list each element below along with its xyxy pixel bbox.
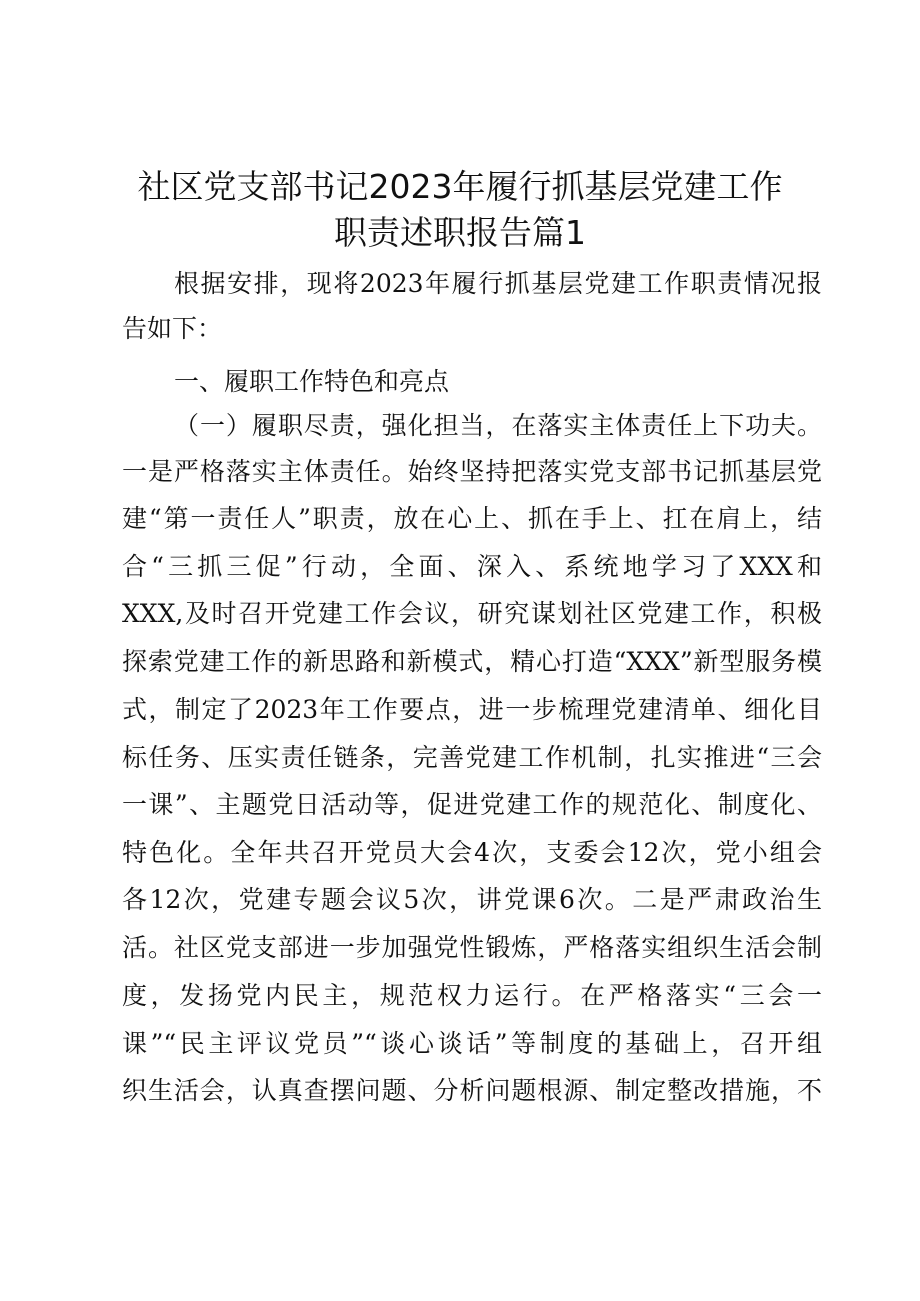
body-line: 各12次，党建专题会议5次，讲党课6次。二是严肃政治生	[122, 885, 822, 914]
body-line: 建“第一责任人”职责，放在心上、抓在手上、扛在肩上，结	[122, 504, 822, 533]
intro-paragraph-line-1: 根据安排，现将2023年履行抓基层党建工作职责情况报	[174, 269, 822, 298]
document-title-line-2: 职责述职报告篇1	[334, 213, 586, 252]
body-line: 探索党建工作的新思路和新模式，精心打造“XXX”新型服务模	[122, 647, 822, 676]
body-line: XXX,及时召开党建工作会议，研究谋划社区党建工作，积极	[122, 599, 822, 628]
body-line: 度，发扬党内民主，规范权力运行。在严格落实“三会一	[122, 981, 822, 1010]
document-title-line-1: 社区党支部书记2023年履行抓基层党建工作	[137, 167, 783, 206]
body-line: 一是严格落实主体责任。始终坚持把落实党支部书记抓基层党	[122, 457, 822, 486]
body-line: 一课”、主题党日活动等，促进党建工作的规范化、制度化、	[122, 790, 822, 819]
body-line: 式，制定了2023年工作要点，进一步梳理党建清单、细化目	[122, 695, 822, 724]
section-heading: 一、履职工作特色和亮点	[174, 367, 450, 396]
body-line: 标任务、压实责任链条，完善党建工作机制，扎实推进“三会	[122, 743, 822, 772]
body-line: 特色化。全年共召开党员大会4次，支委会12次，党小组会	[122, 838, 822, 867]
sub-section-heading: （一）履职尽责，强化担当，在落实主体责任上下功夫。	[174, 411, 822, 440]
body-line: 活。社区党支部进一步加强党性锻炼，严格落实组织生活会制	[122, 933, 822, 962]
body-line: 合“三抓三促”行动，全面、深入、系统地学习了XXX和	[122, 552, 822, 581]
body-line: 织生活会，认真查摆问题、分析问题根源、制定整改措施，不	[122, 1076, 822, 1105]
body-line: 课”“民主评议党员”“谈心谈话”等制度的基础上，召开组	[122, 1029, 822, 1058]
intro-paragraph-line-2: 告如下：	[122, 314, 223, 343]
